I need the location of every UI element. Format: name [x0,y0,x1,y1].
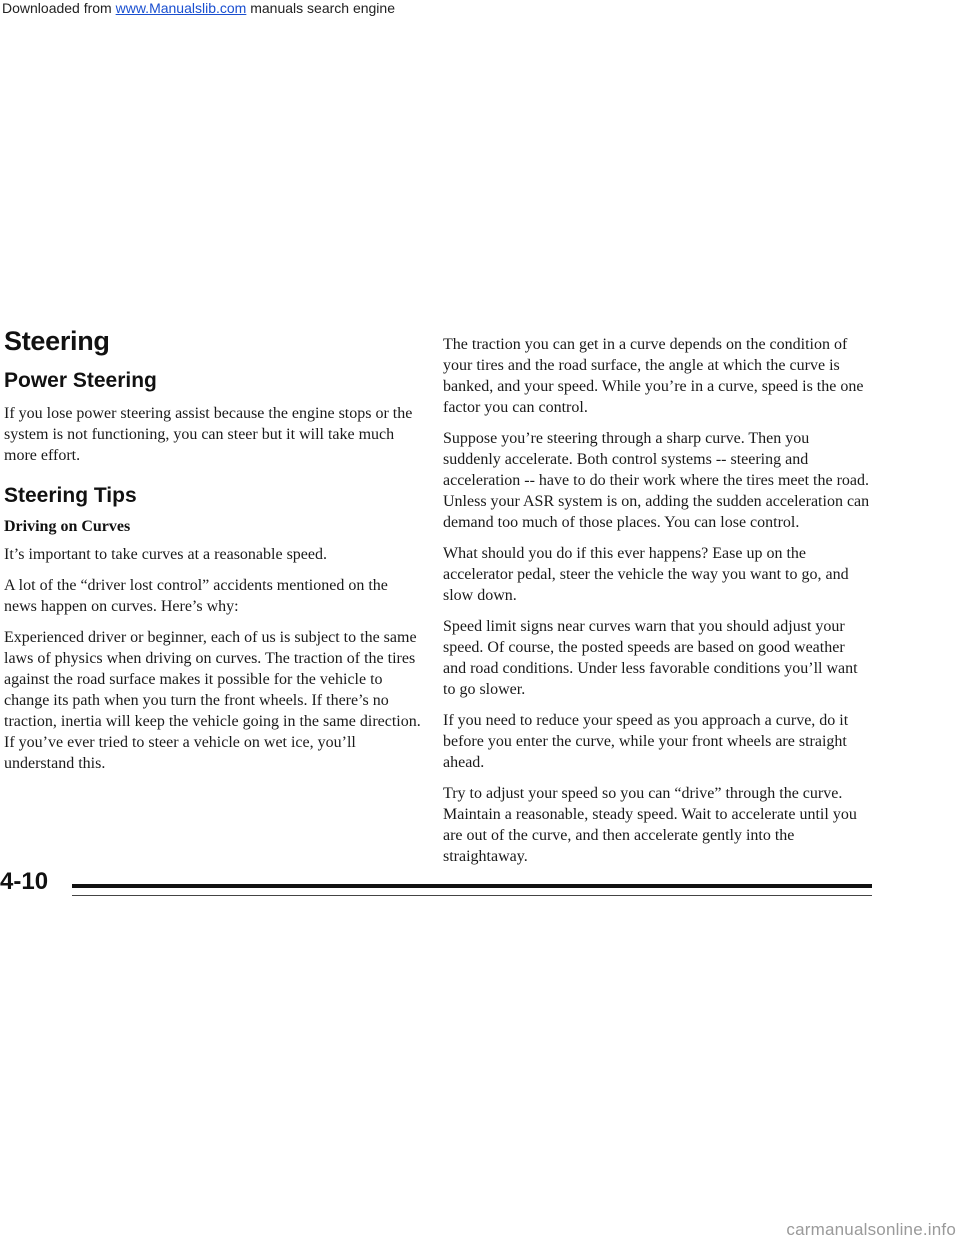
speed-limit-paragraph: Speed limit signs near curves warn that you should adjust your speed. Of course, the posted speeds are based on good weather and road conditions. Under less favorable conditions you’ll want to go slower. [443,618,858,698]
power-steering-paragraph: If you lose power steering assist because the engine stops or the system is not functioning, you can steer but it will take much more effort. [4,405,413,464]
left-column [4,326,424,784]
subheading-power-steering: Power Steering [4,369,157,392]
curves-paragraph-3: Experienced driver or beginner, each of us is subject to the same laws of physics when driving on curves. The traction of the tires against the road surface makes it possible for the vehicle to change its path when you turn the front wheels. If there’s no traction, inertia will keep the vehicle going in the same direction. If you’ve ever tried to steer a vehicle on wet ice, you’ll understand this. [4,629,421,772]
download-banner [0,0,960,22]
footer-rule-thin [72,895,872,896]
right-column [443,334,871,877]
banner-prefix: Downloaded from [2,0,116,16]
subheading-driving-on-curves: Driving on Curves [4,518,131,535]
ease-up-paragraph: What should you do if this ever happens? Ease up on the accelerator pedal, steer the vehicle the way you want to go, and slow down. [443,545,849,604]
section-heading-steering: Steering [4,326,110,356]
page-number: 4-10 [0,868,52,896]
banner-suffix: manuals search engine [246,0,395,16]
reduce-speed-paragraph: If you need to reduce your speed as you approach a curve, do it before you enter the curve, while your front wheels are straight ahead. [443,712,849,771]
manualslib-link[interactable]: www.Manualslib.com [115,0,247,16]
sharp-curve-paragraph: Suppose you’re steering through a sharp curve. Then you suddenly accelerate. Both control systems -- steering and acceleration -- have to do their work where the tires meet the road. Unless your ASR system is on, adding the sudden acceleration can demand too much of those places. You can lose control. [443,430,870,531]
traction-paragraph: The traction you can get in a curve depends on the condition of your tires and the road surface, the angle at which the curve is banked, and your speed. While you’re in a curve, speed is the one factor you can control. [443,336,864,416]
watermark: carmanualsonline.info [786,1220,956,1239]
curves-paragraph-2: A lot of the “driver lost control” accidents mentioned on the news happen on curves. Here’s why: [4,577,388,615]
subheading-steering-tips: Steering Tips [4,484,137,507]
footer-rule-thick [72,884,872,888]
adjust-speed-paragraph: Try to adjust your speed so you can “drive” through the curve. Maintain a reasonable, steady speed. Wait to accelerate until you are out of the curve, and then accelerate gently into the straightaway. [443,785,857,865]
curves-paragraph-1: It’s important to take curves at a reasonable speed. [4,546,327,563]
